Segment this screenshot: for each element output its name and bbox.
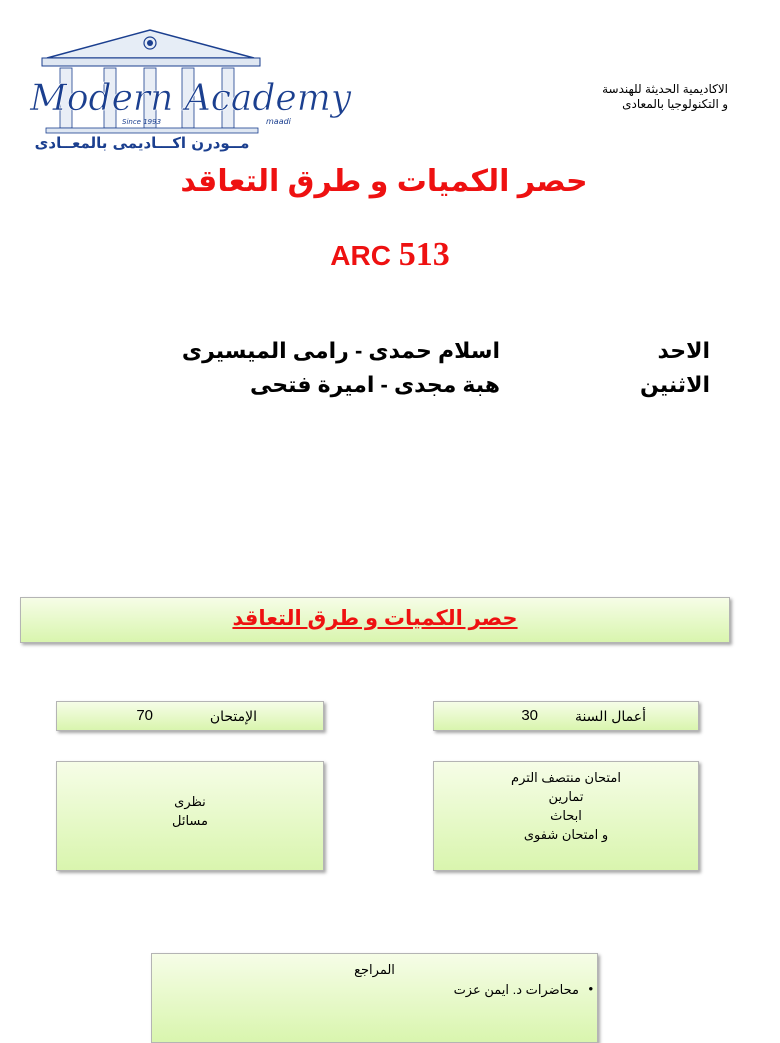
list-item: مسائل — [172, 813, 208, 828]
list-item: و امتحان شفوى — [523, 827, 609, 842]
schedule-instructors: هبة مجدى - اميرة فتحى — [249, 372, 500, 397]
schedule-day: الاحد — [657, 338, 710, 363]
year-work-label: أعمال السنة — [574, 708, 646, 724]
list-item: ابحاث — [550, 808, 582, 823]
references-box — [151, 953, 598, 1043]
list-item: نظرى — [174, 794, 206, 809]
institution-name — [468, 82, 728, 112]
schedule — [150, 338, 710, 406]
schedule-instructors: اسلام حمدى - رامى الميسيرى — [181, 338, 500, 363]
course-code — [0, 236, 780, 274]
course-title: حصر الكميات و طرق التعاقد — [180, 165, 588, 198]
year-work-score-box — [433, 701, 699, 731]
list-item: • محاضرات د. ايمن عزت — [152, 982, 597, 998]
course-banner — [20, 597, 730, 643]
exam-label: الإمتحان — [209, 708, 257, 724]
references-list — [152, 982, 597, 998]
banner-title: حصر الكميات و طرق التعاقد — [232, 607, 518, 630]
list-item: تمارين — [548, 789, 584, 804]
exam-value: 70 — [136, 707, 153, 724]
course-code-prefix: ARC — [330, 240, 391, 271]
references-title: المراجع — [354, 962, 395, 977]
course-code-number: 513 — [398, 236, 450, 273]
logo-since-text: Since 1993 — [122, 118, 162, 126]
logo-arabic-name: مــودرن اكـــاديمى بالمعــادى — [34, 134, 250, 152]
schedule-row — [150, 372, 710, 406]
schedule-day: الاثنين — [640, 372, 710, 397]
logo-location-text: maadi — [266, 117, 291, 126]
logo-brand-text: Modern Academy — [30, 78, 352, 119]
year-work-value: 30 — [521, 707, 538, 724]
exam-components-box — [56, 761, 324, 871]
exam-score-box — [56, 701, 324, 731]
list-item: امتحان منتصف الترم — [511, 770, 621, 785]
schedule-row — [150, 338, 710, 372]
year-work-components-box — [433, 761, 699, 871]
institution-line-1: الاكاديمية الحديثة للهندسة — [602, 82, 728, 96]
institution-line-2: و التكنولوجيا بالمعادى — [622, 97, 728, 111]
modern-academy-logo — [22, 26, 352, 156]
